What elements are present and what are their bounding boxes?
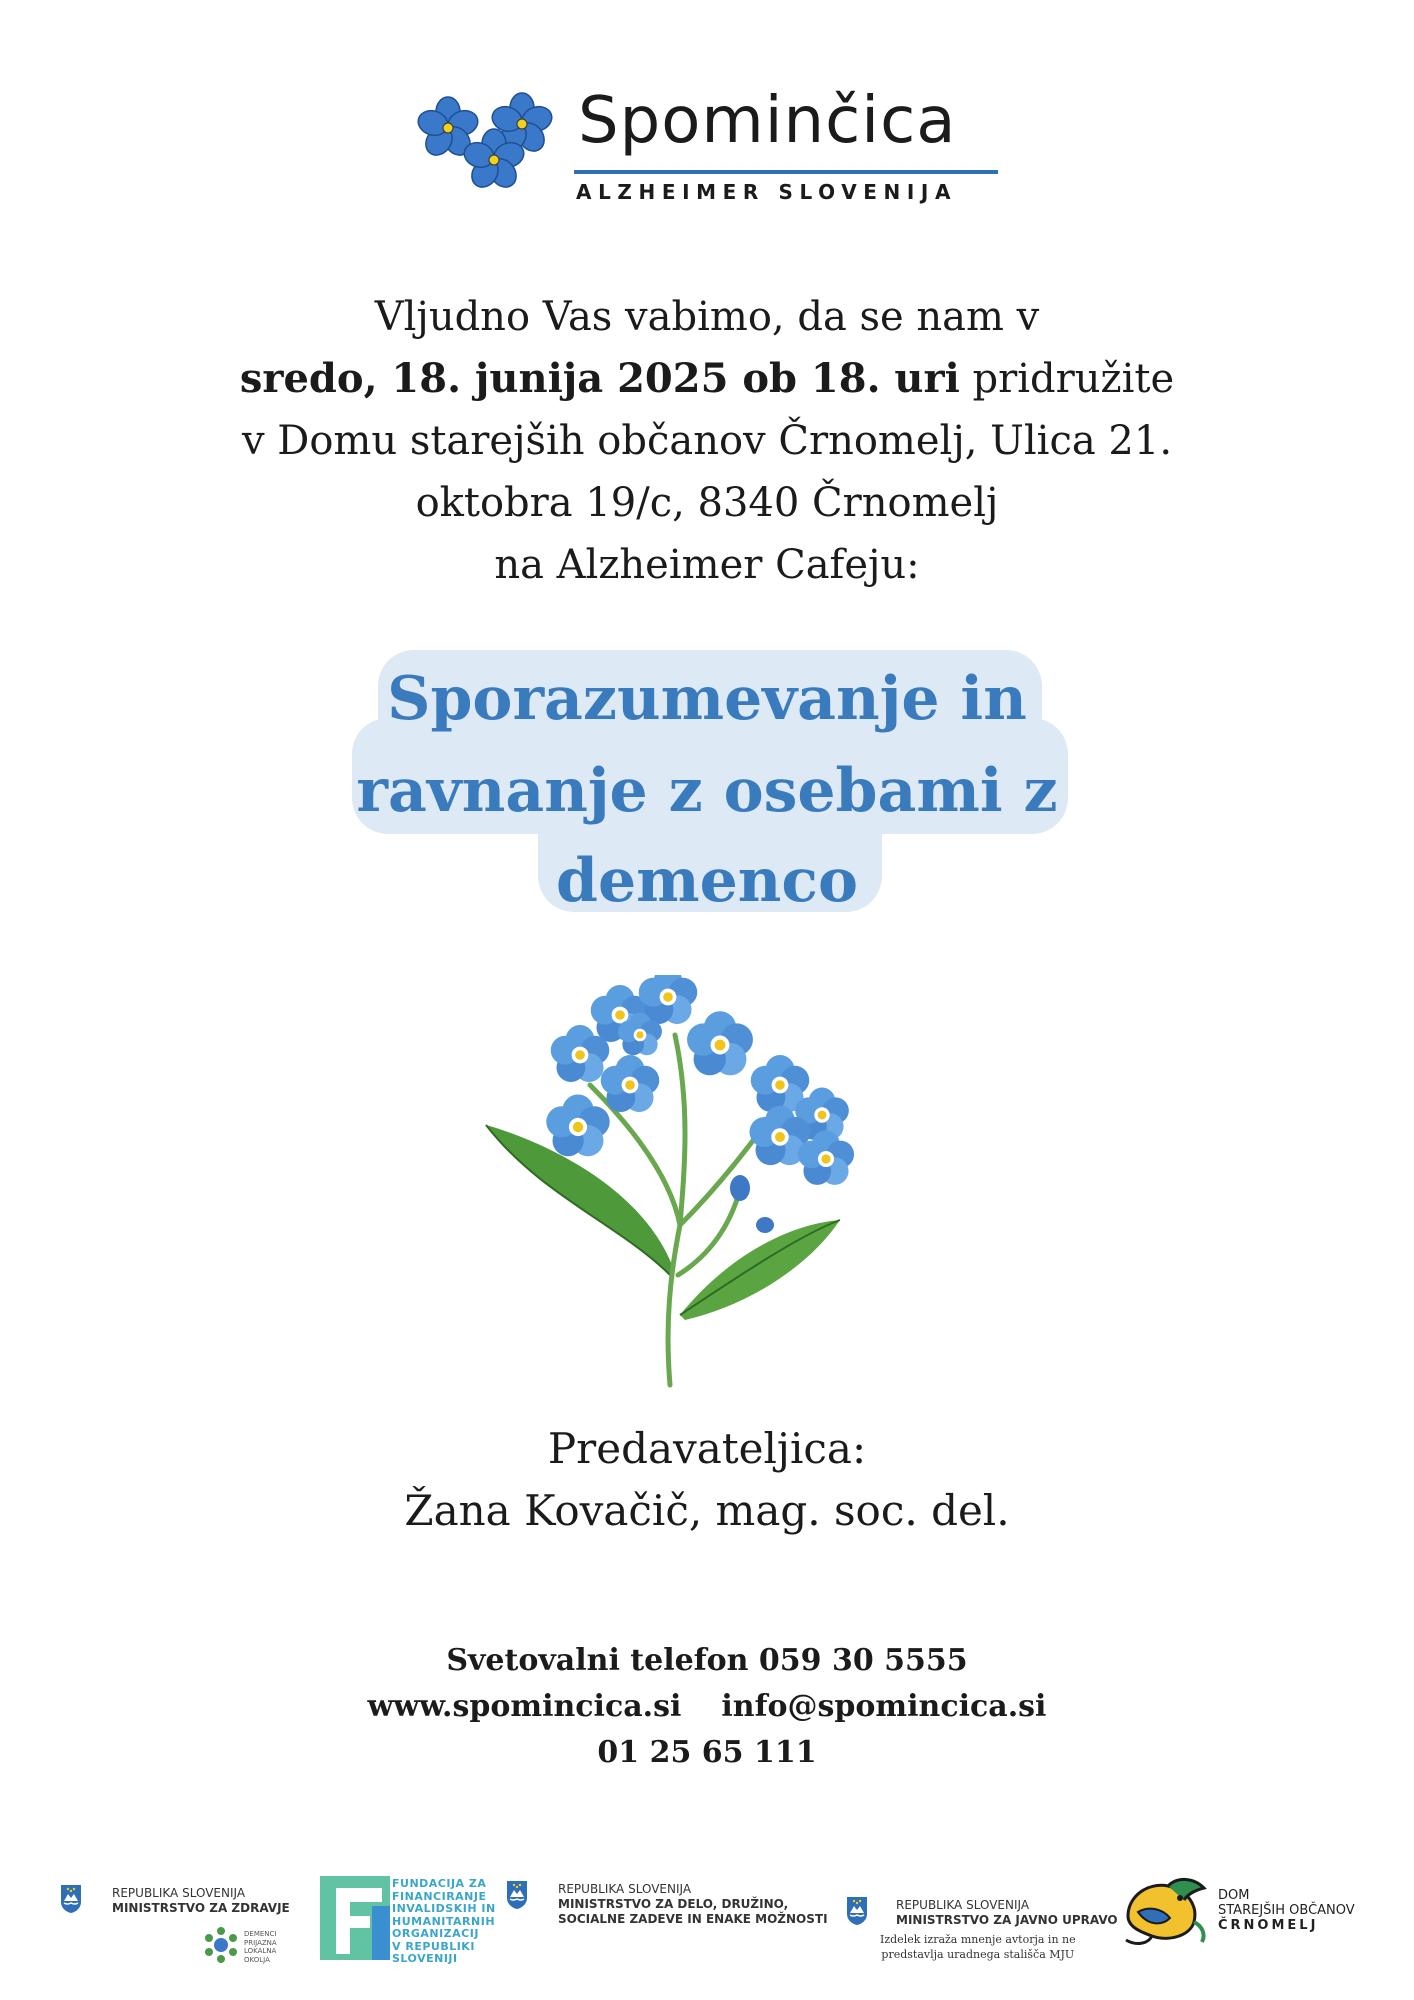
dom-label: DOM STAREJŠIH OBČANOV ČRNOMELJ <box>1218 1888 1355 1933</box>
invitation-line-3: v Domu starejših občanov Črnomelj, Ulica 21. <box>241 418 1173 464</box>
web-email-line <box>0 1684 1414 1730</box>
counseling-phone: Svetovalni telefon 059 30 5555 <box>446 1643 968 1678</box>
lecturer-info <box>0 1418 1414 1542</box>
logo-name: Spominčica <box>578 84 957 158</box>
lecturer-label: Predavateljica: <box>547 1424 867 1473</box>
title-line-2: ravnanje z osebami z <box>356 756 1058 826</box>
invitation-line-4: oktobra 19/c, 8340 Črnomelj <box>415 480 999 526</box>
contact-info <box>0 1638 1414 1776</box>
dementia-friendly-label: DEMENCI PRIJAZNA LOKALNA OKOLJA <box>244 1930 277 1964</box>
sponsor-footer <box>0 1872 1414 1982</box>
disclaimer-note: Izdelek izraža mnenje avtorja in ne predstavlja uradnega stališča MJU <box>880 1933 1076 1961</box>
logo-divider <box>574 170 998 174</box>
title-line-3: demenco <box>556 846 858 916</box>
spomincica-logo <box>410 84 1010 214</box>
title-line-1: Sporazumevanje in <box>387 664 1027 734</box>
invitation-line-1: Vljudno Vas vabimo, da se nam v <box>374 294 1040 340</box>
invitation-text <box>0 286 1414 596</box>
logo-subtitle: ALZHEIMER SLOVENIJA <box>576 180 958 204</box>
ministry-labour-label: REPUBLIKA SLOVENIJA MINISTRSTVO ZA DELO, DRUŽINO, SOCIALNE ZADEVE IN ENAKE MOŽNOSTI <box>558 1882 828 1926</box>
event-date: sredo, 18. junija 2025 ob 18. uri <box>239 355 960 402</box>
ministry-public-admin-label: REPUBLIKA SLOVENIJA MINISTRSTVO ZA JAVNO UPRAVO <box>896 1898 1118 1927</box>
phone-number: 01 25 65 111 <box>597 1735 817 1770</box>
dom-bird-logo <box>1118 1876 1210 1948</box>
slovenia-crest-icon <box>60 1884 82 1914</box>
fiho-label: FUNDACIJA ZA FINANCIRANJE INVALIDSKIH IN HUMANITARNIH ORGANIZACIJ V REPUBLIKI SLOVENIJI <box>392 1877 496 1965</box>
slovenia-crest-icon <box>506 1880 528 1910</box>
invitation-line-5: na Alzheimer Cafeju: <box>494 542 920 588</box>
fiho-logo <box>320 1876 390 1960</box>
website-link[interactable]: www.spomincica.si <box>367 1689 682 1724</box>
lecturer-name: Žana Kovačič, mag. soc. del. <box>404 1486 1010 1535</box>
slovenia-crest-icon <box>846 1896 868 1926</box>
forget-me-not-illustration <box>480 975 890 1395</box>
forget-me-not-icon <box>410 88 570 198</box>
ministry-health-label: REPUBLIKA SLOVENIJA MINISTRSTVO ZA ZDRAVJE <box>112 1886 290 1915</box>
dementia-friendly-icon <box>202 1926 240 1964</box>
invitation-line-2: sredo, 18. junija 2025 ob 18. uri pridružite <box>239 355 1175 402</box>
email-link[interactable]: info@spomincica.si <box>721 1689 1047 1724</box>
event-title <box>0 650 1414 950</box>
